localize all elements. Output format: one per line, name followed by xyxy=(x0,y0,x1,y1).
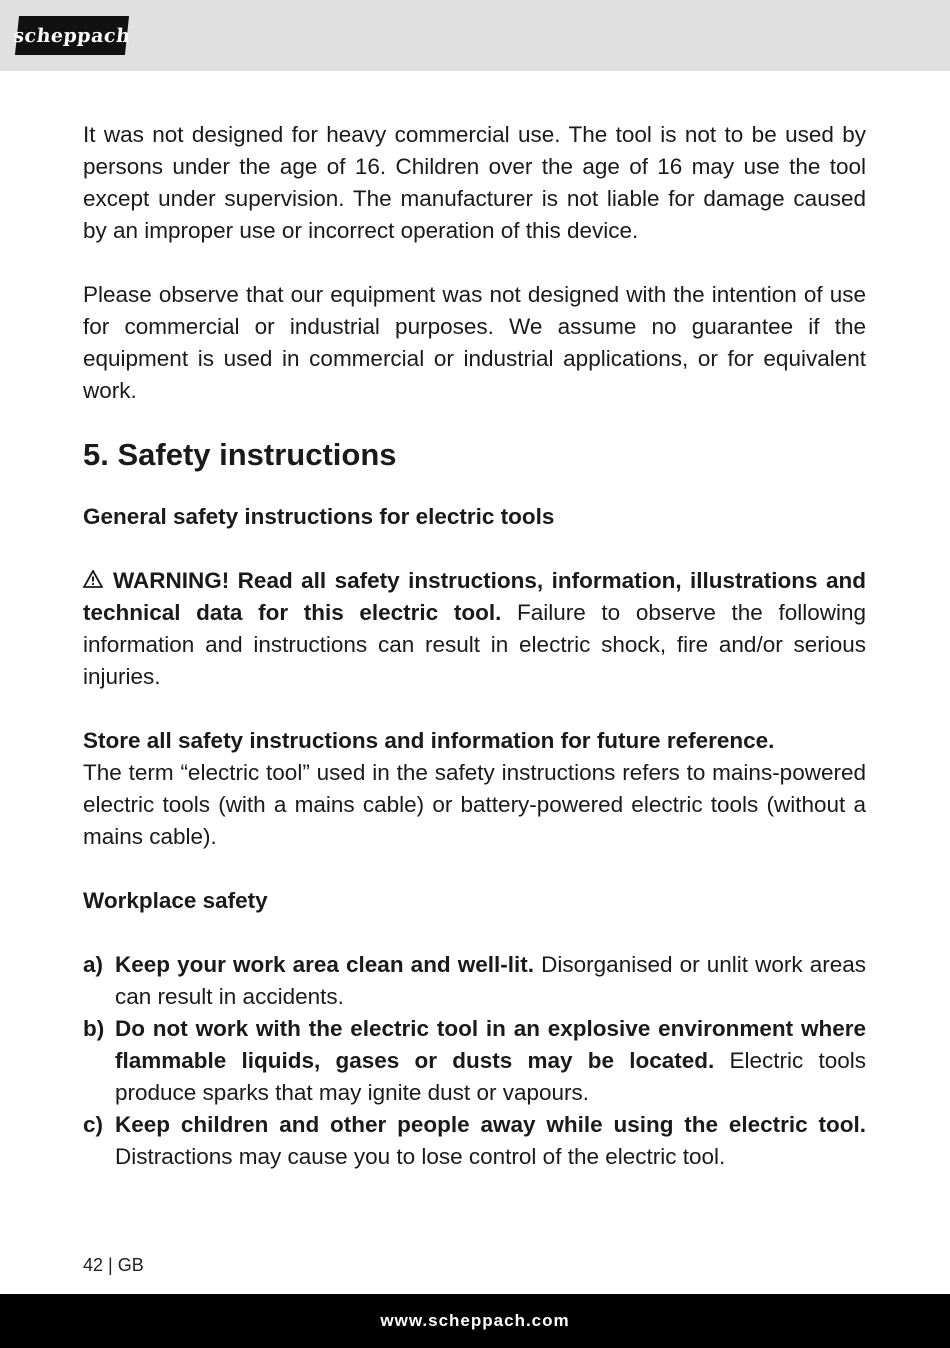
list-item: b) Do not work with the electric tool in an explosive environment where flammable liquids, gases or dusts may be located. Electric tools produce sparks that may ignite dust or vapours. xyxy=(83,1016,866,1105)
brand-logo: scheppach xyxy=(15,16,129,55)
footer-bar xyxy=(0,1294,950,1348)
store-bold-text: Store all safety instructions and information for future reference. xyxy=(83,728,775,753)
store-instructions-paragraph xyxy=(83,725,866,853)
warning-paragraph xyxy=(83,565,866,693)
warning-bold-text: WARNING! Read all safety instructions, information, illustrations and technical data for this electric tool. xyxy=(83,568,866,625)
workplace-safety-list xyxy=(83,949,866,1173)
header-bar xyxy=(0,0,950,71)
page-number: 42 | GB xyxy=(83,1255,144,1275)
section-heading: 5. Safety instructions xyxy=(83,437,397,472)
subheading-workplace-safety: Workplace safety xyxy=(83,888,268,913)
warning-triangle-icon xyxy=(83,565,103,597)
list-item: a) Keep your work area clean and well-lit. Disorganised or unlit work areas can result in accidents. xyxy=(83,952,866,1009)
intro-paragraph: It was not designed for heavy commercial use. The tool is not to be used by persons under the age of 16. Children over the age of 16 may use the tool except under supervision. The manufacturer is not liable for damage caused by an improper use or incorrect operation of this device. xyxy=(83,122,866,243)
warning-text: Failure to observe the following information and instructions can result in electric shock, fire and/or serious injuries. xyxy=(83,600,867,689)
guarantee-paragraph: Please observe that our equipment was not designed with the intention of use for commercial or industrial purposes. We assume no guarantee if the equipment is used in commercial or industrial applications, or for equivalent work. xyxy=(83,282,866,403)
store-text: The term “electric tool” used in the safety instructions refers to mains-powered electric tools (with a mains cable) or battery-powered electric tools (without a mains cable). xyxy=(83,760,866,849)
website-link[interactable]: www.scheppach.com xyxy=(380,1311,570,1330)
list-item: c) Keep children and other people away while using the electric tool. Distractions may cause you to lose control of the electric tool. xyxy=(83,1112,866,1169)
subheading-general-safety: General safety instructions for electric tools xyxy=(83,504,555,529)
page-content xyxy=(83,119,866,1173)
